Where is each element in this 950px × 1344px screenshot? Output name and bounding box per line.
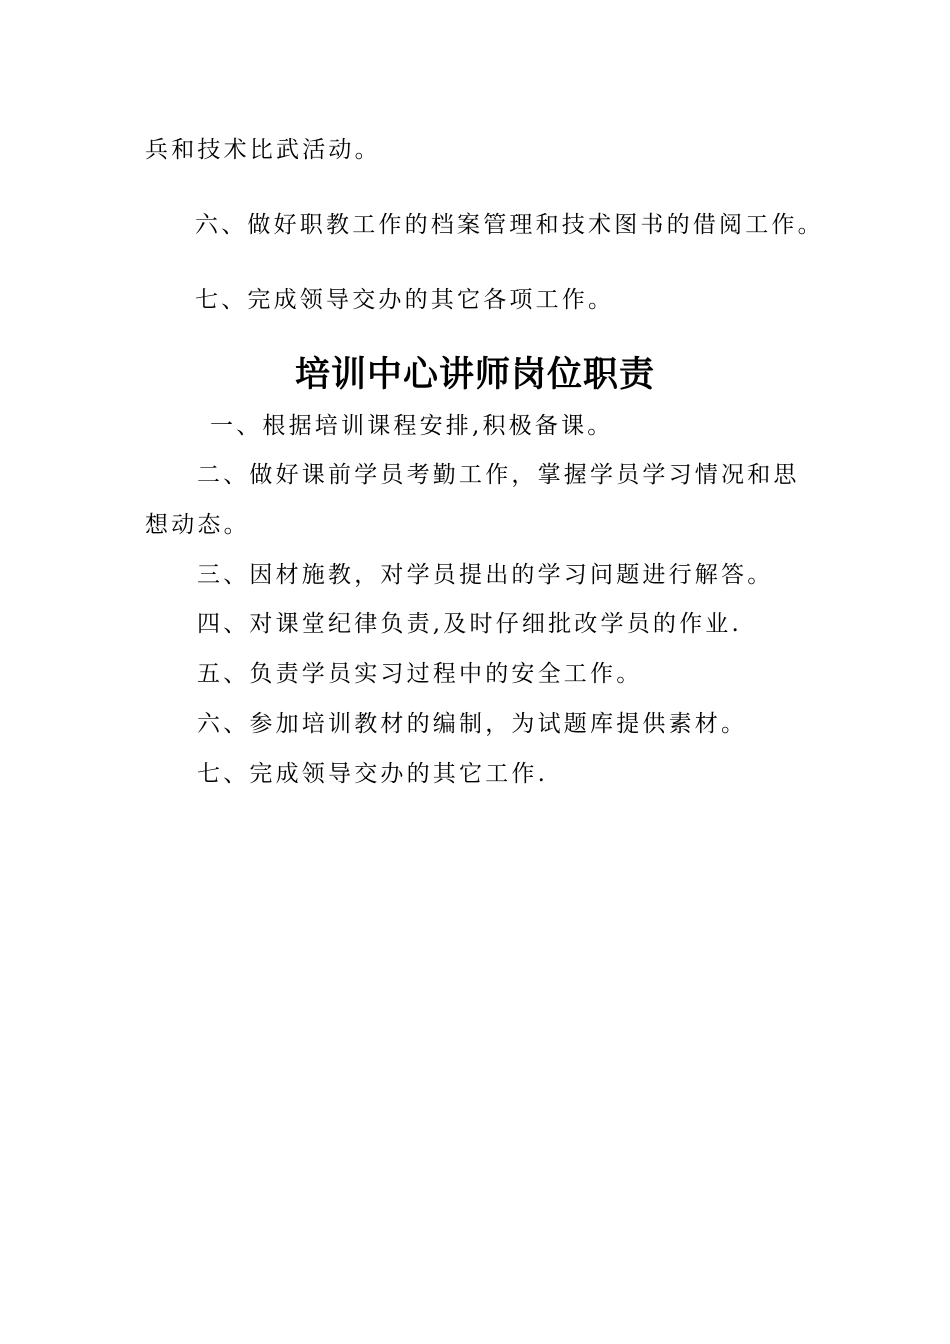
paragraph-item-7: 七、完成领导交办的其它各项工作。 — [195, 287, 615, 313]
paragraph-continuation-line: 兵和技术比武活动。 — [145, 137, 381, 163]
duty-item-5: 五、负责学员实习过程中的安全工作。 — [197, 661, 643, 687]
duty-item-4: 四、对课堂纪律负责,及时仔细批改学员的作业. — [197, 611, 743, 637]
paragraph-item-6: 六、做好职教工作的档案管理和技术图书的借阅工作。 — [195, 212, 824, 238]
duty-item-2: 二、做好课前学员考勤工作，掌握学员学习情况和思 — [197, 462, 800, 488]
duty-item-3: 三、因材施教，对学员提出的学习问题进行解答。 — [197, 562, 774, 588]
section-title: 培训中心讲师岗位职责 — [294, 355, 655, 395]
duty-item-7: 七、完成领导交办的其它工作. — [197, 761, 549, 787]
duty-item-6: 六、参加培训教材的编制，为试题库提供素材。 — [197, 711, 748, 737]
duty-item-1: 一、根据培训课程安排,积极备课。 — [210, 413, 614, 439]
duty-item-2-continuation: 想动态。 — [145, 512, 250, 538]
